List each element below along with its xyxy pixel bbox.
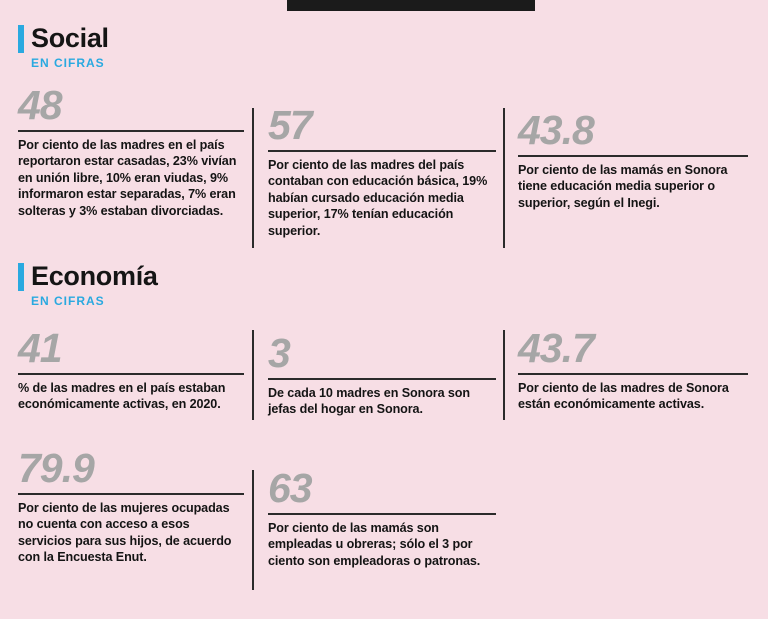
top-black-bar [287, 0, 535, 11]
stat-text: Por ciento de las madres de Sonora están económicamente activas. [518, 381, 729, 412]
stat-economia-3 [518, 325, 748, 413]
stat-divider [18, 493, 244, 495]
accent-rule [18, 263, 24, 291]
stat-social-1 [18, 82, 244, 219]
column-separator [503, 108, 505, 248]
stat-number: 43.7 [518, 325, 594, 371]
column-separator [252, 108, 254, 248]
stat-divider [268, 378, 496, 380]
section-social [18, 24, 248, 70]
stat-number: 57 [268, 102, 312, 148]
stat-text: Por ciento de las mujeres ocupadas no cuenta con acceso a esos servicios para sus hijos, de acuerdo con la Encuesta Enut. [18, 501, 232, 565]
stat-economia-1 [18, 325, 244, 413]
stat-text: Por ciento de las madres en el país reportaron estar casadas, 23% vivían en unión libre, 10% eran viudas, 9% informaron estar separadas, 7% eran solteras y 3% estaban divorciadas. [18, 138, 237, 218]
section-economia-title: Economía [31, 261, 158, 291]
column-separator [252, 330, 254, 420]
stat-divider [268, 150, 496, 152]
section-social-heading [18, 24, 248, 53]
stat-divider [18, 373, 244, 375]
stat-economia-4 [18, 445, 244, 566]
stat-divider [518, 373, 748, 375]
stat-social-3 [518, 107, 748, 211]
stat-number: 41 [18, 325, 62, 371]
stat-number: 48 [18, 82, 62, 128]
accent-rule [18, 25, 24, 53]
section-social-subtitle: EN CIFRAS [31, 56, 105, 70]
stat-divider [18, 130, 244, 132]
stat-text: Por ciento de las mamás en Sonora tiene educación media superior o superior, según el Inegi. [518, 163, 728, 210]
column-separator [252, 470, 254, 590]
stat-divider [518, 155, 748, 157]
stat-number: 63 [268, 465, 312, 511]
stat-social-2 [268, 102, 496, 239]
section-economia-subtitle: EN CIFRAS [31, 294, 105, 308]
stat-text: Por ciento de las mamás son empleadas u obreras; sólo el 3 por ciento son empleadoras o patronas. [268, 521, 481, 568]
stat-number: 43.8 [518, 107, 594, 153]
stat-text: De cada 10 madres en Sonora son jefas del hogar en Sonora. [268, 386, 470, 417]
stat-divider [268, 513, 496, 515]
stat-text: % de las madres en el país estaban económicamente activas, en 2020. [18, 381, 226, 412]
section-economia [18, 262, 268, 308]
column-separator [503, 330, 505, 420]
stat-economia-5 [268, 465, 496, 569]
stat-number: 79.9 [18, 445, 94, 491]
stat-economia-2 [268, 330, 496, 418]
section-economia-heading [18, 262, 268, 291]
section-social-title: Social [31, 23, 109, 53]
stat-number: 3 [268, 330, 290, 376]
stat-text: Por ciento de las madres del país contaban con educación básica, 19% habían cursado educación media superior, 17% tenían educación superior. [268, 158, 488, 238]
